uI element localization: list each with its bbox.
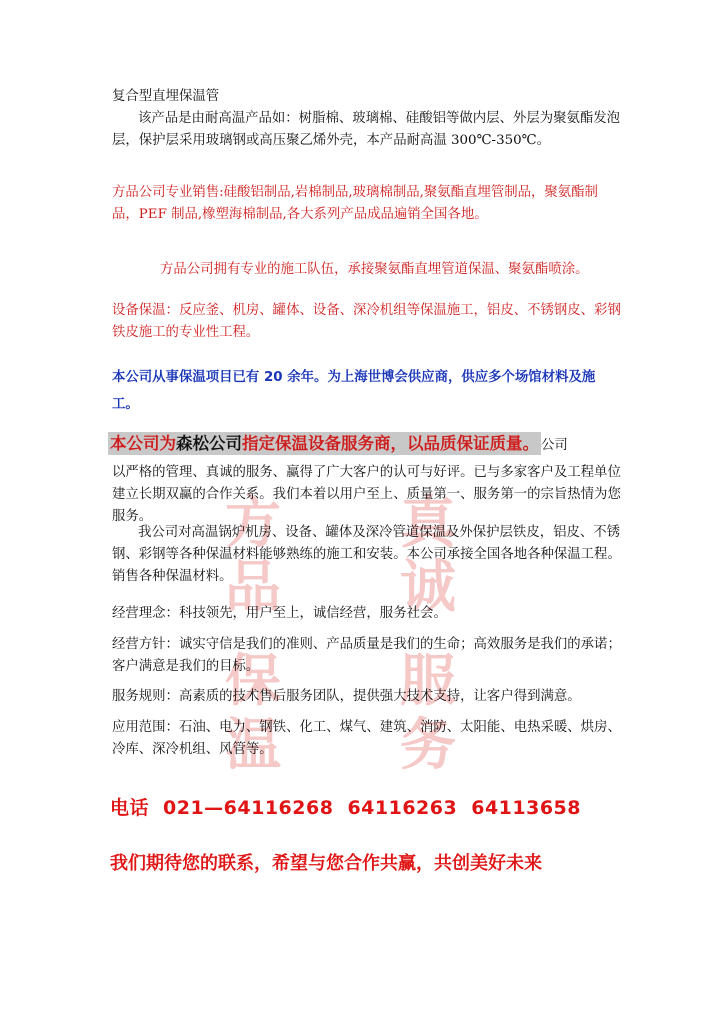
company-scope-paragraph: 我公司对高温锅炉机房、设备、罐体及深冷管道保温及外保护层铁皮，铝皮、不锈钢、彩钢等各种保温材料能够熟练的施工和安装。本公司承接全国各地各种保温工程。销售各种保温材料。 (112, 525, 621, 584)
business-philosophy: 经营理念：科技领先，用户至上，诚信经营，服务社会。 (112, 606, 447, 621)
equipment-insulation-paragraph: 设备保温：反应釜、机房、罐体、设备、深冷机组等保温施工，铝皮、不锈钢皮、彩钢铁皮施工的专业性工程。 (112, 303, 621, 340)
sales-paragraph: 方品公司专业销售:硅酸铝制品,岩棉制品,玻璃棉制品,聚氨酯直埋管制品，聚氨酯制品，PEF 制品,橡塑海棉制品,各大系列产品成品遍销全国各地。 (112, 185, 598, 222)
phone-label: 电话 (110, 797, 150, 819)
business-policy: 经营方针：诚实守信是我们的准则、产品质量是我们的生命；高效服务是我们的承诺；客户满意是我们的目标。 (112, 637, 621, 674)
phone-number-1: 021—64116268 (163, 797, 334, 819)
phone-number-3: 64113658 (471, 797, 581, 819)
highlight-banner: 本公司为森松公司指定保温设备服务商，以品质保证质量。 公司 (110, 434, 568, 453)
watermark-fangpin: 方 品 (225, 491, 281, 620)
highlight-statement: 本公司为森松公司指定保温设备服务商，以品质保证质量。 (110, 434, 539, 453)
watermark-baowen: 保 温 (225, 649, 281, 778)
application-scope: 应用范围：石油、电力、钢铁、化工、煤气、建筑、消防、太阳能、电热采暖、烘房、冷库、深冷机组、风管等。 (112, 720, 621, 757)
construction-team-paragraph: 方品公司拥有专业的施工队伍，承接聚氨酯直埋管道保温、聚氨酯喷涂。 (160, 262, 589, 277)
phone-number-2: 64116263 (347, 797, 458, 819)
product-description: 该产品是由耐高温产品如：树脂棉、玻璃棉、硅酸铝等做内层、外层为聚氨酯发泡层，保护层采用玻璃钢或高压聚乙烯外壳，本产品耐高温 300℃-350℃。 (112, 111, 621, 148)
service-rule: 服务规则：高素质的技术售后服务团队，提供强大技术支持，让客户得到满意。 (112, 689, 581, 704)
phone-line (110, 793, 595, 820)
company-about-paragraph: 以严格的管理、真诚的服务、赢得了广大客户的认可与好评。已与多家客户及工程单位建立长期双赢的合作关系。我们本着以用户至上、质量第一、服务第一的宗旨热情为您服务。 (112, 465, 621, 524)
closing-slogan: 我们期待您的联系，希望与您合作共赢，共创美好未来 (110, 853, 542, 874)
watermark-fuwu: 服 务 (400, 649, 456, 778)
experience-paragraph: 本公司从事保温项目已有 20 余年。为上海世博会供应商，供应多个场馆材料及施工。 (112, 370, 596, 412)
product-title: 复合型直埋保温管 (112, 89, 220, 104)
watermark-zhencheng: 真 诚 (400, 491, 456, 620)
